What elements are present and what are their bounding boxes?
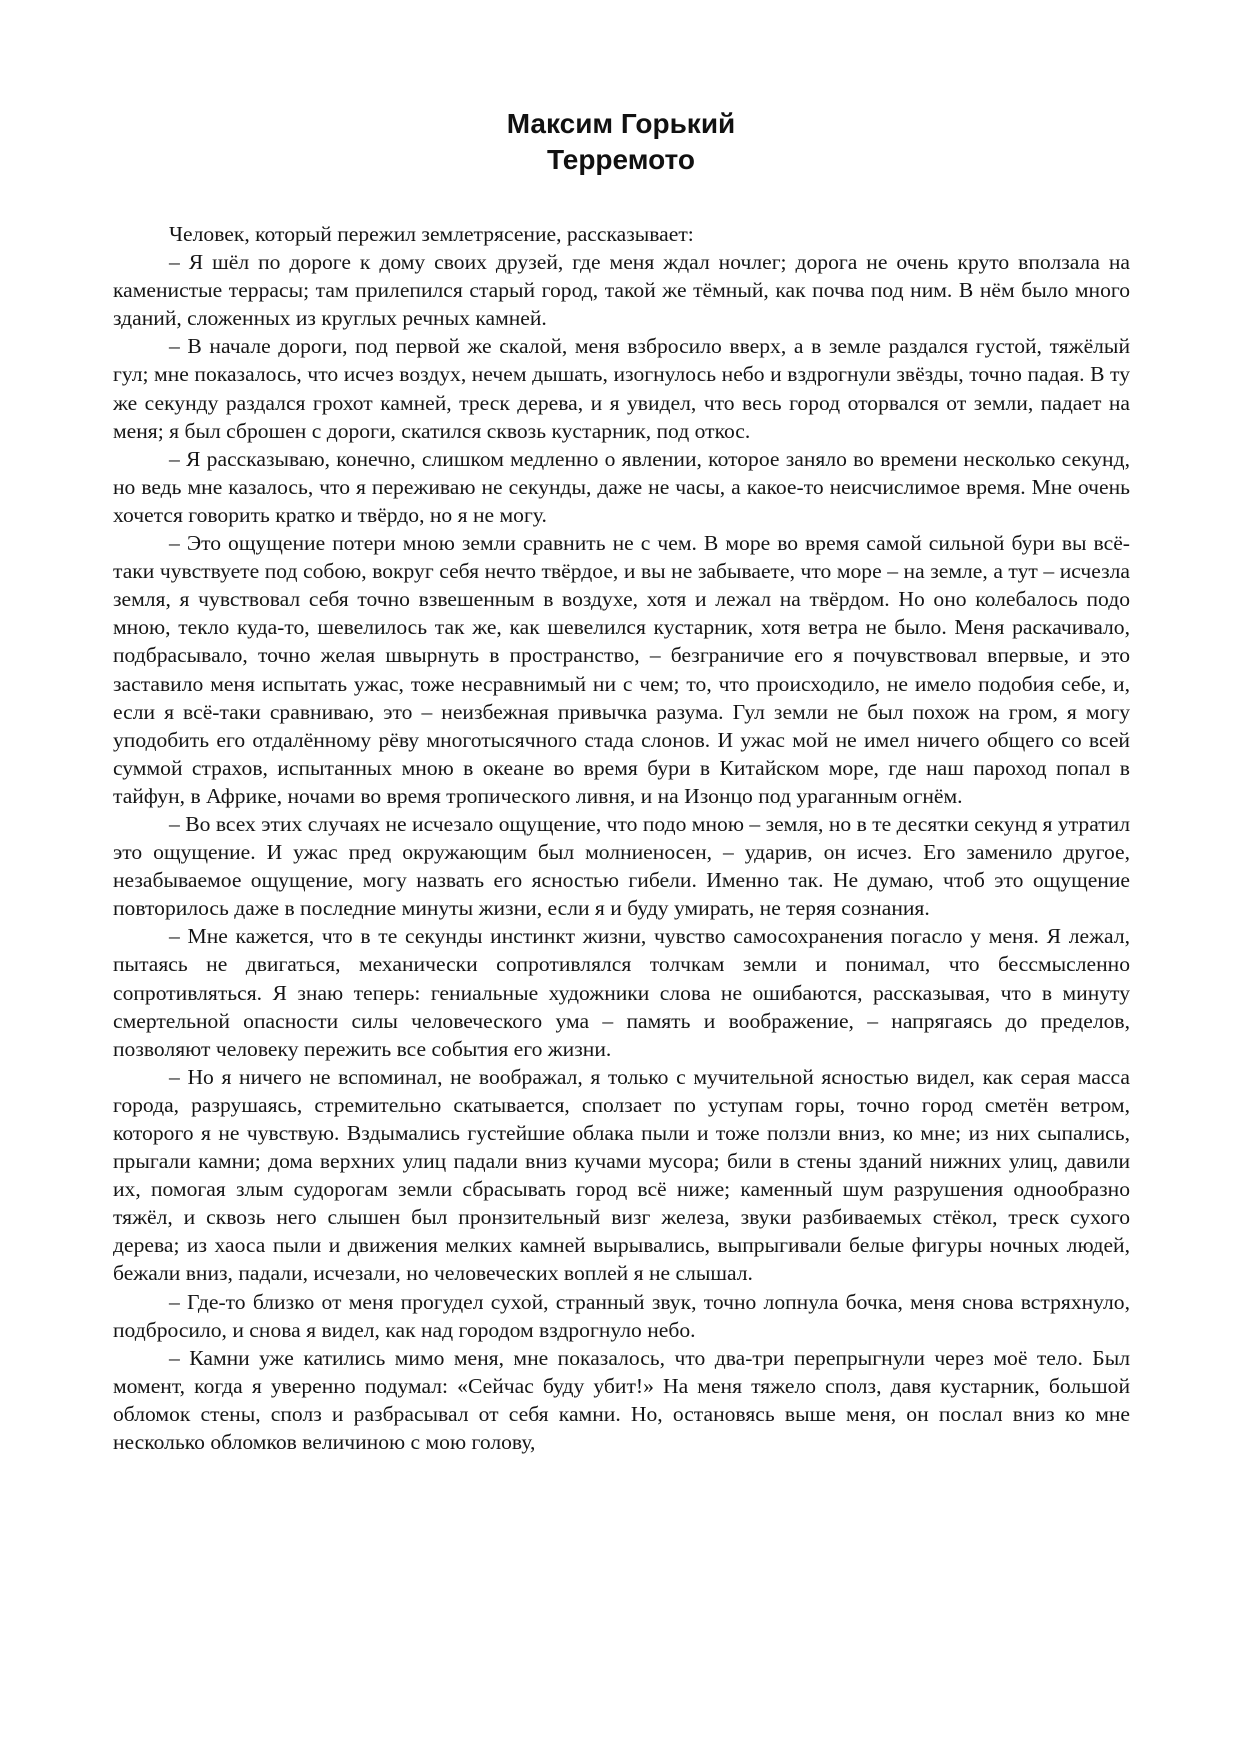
paragraph: Человек, который пережил землетрясение, рассказывает: (169, 222, 694, 246)
paragraph: – Но я ничего не вспоминал, не воображал, я только с мучительной ясностью видел, как серая масса города, разрушаясь, стремительно скатывается, сползает по уступам горы, точно город сметён ветром, которого я не чувствую. Вздымались густейшие облака пыли и тоже ползли вниз, ко мне; из них сыпались, прыгали камни; дома верхних улиц падали вниз кучами мусора; били в стены зданий нижних улиц, давили их, помогая злым судорогам земли сбрасывать город всё ниже; каменный шум разрушения однообразно тяжёл, и сквозь него слышен был пронзительный визг железа, звуки разбиваемых стёкол, треск сухого дерева; из хаоса пыли и движения мелких камней вырывались, выпрыгивали белые фигуры ночных людей, бежали вниз, падали, исчезали, но человеческих воплей я не слышал. (113, 1064, 1130, 1286)
paragraph: – Это ощущение потери мною земли сравнить не с чем. В море во время самой сильной бури вы всё-таки чувствуете под собою, вокруг себя нечто твёрдое, и вы не забываете, что море – на земле, а тут – исчезла земля, я чувствовал себя точно взвешенным в воздухе, хотя и лежал на твёрдом. Но оно колебалось подо мною, текло куда-то, шевелилось так же, как шевелился кустарник, хотя ветра не было. Меня раскачивало, подбрасывало, точно желая швырнуть в пространство, – безграничие его я почувствовал впервые, и это заставило меня испытать ужас, тоже несравнимый ни с чем; то, что происходило, не имело подобия себе, и, если я всё-таки сравниваю, это – неизбежная привычка разума. Гул земли не был похож на гром, я могу уподобить его отдалённому рёву многотысячного стада слонов. И ужас мой не имел ничего общего со всей суммой страхов, испытанных мною в океане во время бури в Китайском море, где наш пароход попал в тайфун, в Африке, ночами во время тропического ливня, и на Изонцо под ураганным огнём. (113, 531, 1130, 808)
author-name: Максим Горький (506, 108, 736, 139)
paragraph: – В начале дороги, под первой же скалой, меня взбросило вверх, а в земле раздался густой, тяжёлый гул; мне показалось, что исчез воздух, нечем дышать, изогнулось небо и вздрогнули звёзды, точно падая. В ту же секунду раздался грохот камней, треск дерева, и я увидел, что весь город оторвался от земли, падает на меня; я был сброшен с дороги, скатился сквозь кустарник, под откос. (113, 334, 1130, 443)
paragraph: – Где-то близко от меня прогудел сухой, странный звук, точно лопнула бочка, меня снова встряхнуло, подбросило, и снова я видел, как над городом вздрогнуло небо. (113, 1289, 1130, 1342)
paragraph: – Камни уже катились мимо меня, мне показалось, что два-три перепрыгнули через моё тело. Был момент, когда я уверенно подумал: «Сейчас буду убит!» На меня тяжело сполз, давя кустарник, большой обломок стены, сполз и разбрасывал от себя камни. Но, остановясь выше меня, он послал вниз ко мне несколько обломков величиною с мою голову, (113, 1345, 1130, 1455)
paragraph: – Я рассказываю, конечно, слишком медленно о явлении, которое заняло во времени несколько секунд, но ведь мне казалось, что я переживаю не секунды, даже не часы, а какое-то неисчислимое время. Мне очень хочется говорить кратко и твёрдо, но я не могу. (113, 446, 1130, 527)
document-header (0, 106, 1242, 178)
paragraph: – Я шёл по дороге к дому своих друзей, где меня ждал ночлег; дорога не очень круто вползала на каменистые террасы; там прилепился старый город, такой же тёмный, как почва под ним. В нём было много зданий, сложенных из круглых речных камней. (113, 250, 1130, 331)
story-title: Терремото (547, 144, 695, 175)
story-text (113, 220, 1130, 1456)
paragraph: – Во всех этих случаях не исчезало ощущение, что подо мною – земля, но в те десятки секунд я утратил это ощущение. И ужас пред окружающим был молниеносен, – ударив, он исчез. Его заменило другое, незабываемое ощущение, могу назвать его ясностью гибели. Именно так. Не думаю, чтоб это ощущение повторилось даже в последние минуты жизни, если я и буду умирать, не теряя сознания. (113, 811, 1130, 921)
paragraph: – Мне кажется, что в те секунды инстинкт жизни, чувство самосохранения погасло у меня. Я лежал, пытаясь не двигаться, механически сопротивлялся толчкам земли и понимал, что бессмысленно сопротивляться. Я знаю теперь: гениальные художники слова не ошибаются, рассказывая, что в минуту смертельной опасности силы человеческого ума – память и воображение, – напрягаясь до пределов, позволяют человеку пережить все события его жизни. (113, 924, 1130, 1061)
